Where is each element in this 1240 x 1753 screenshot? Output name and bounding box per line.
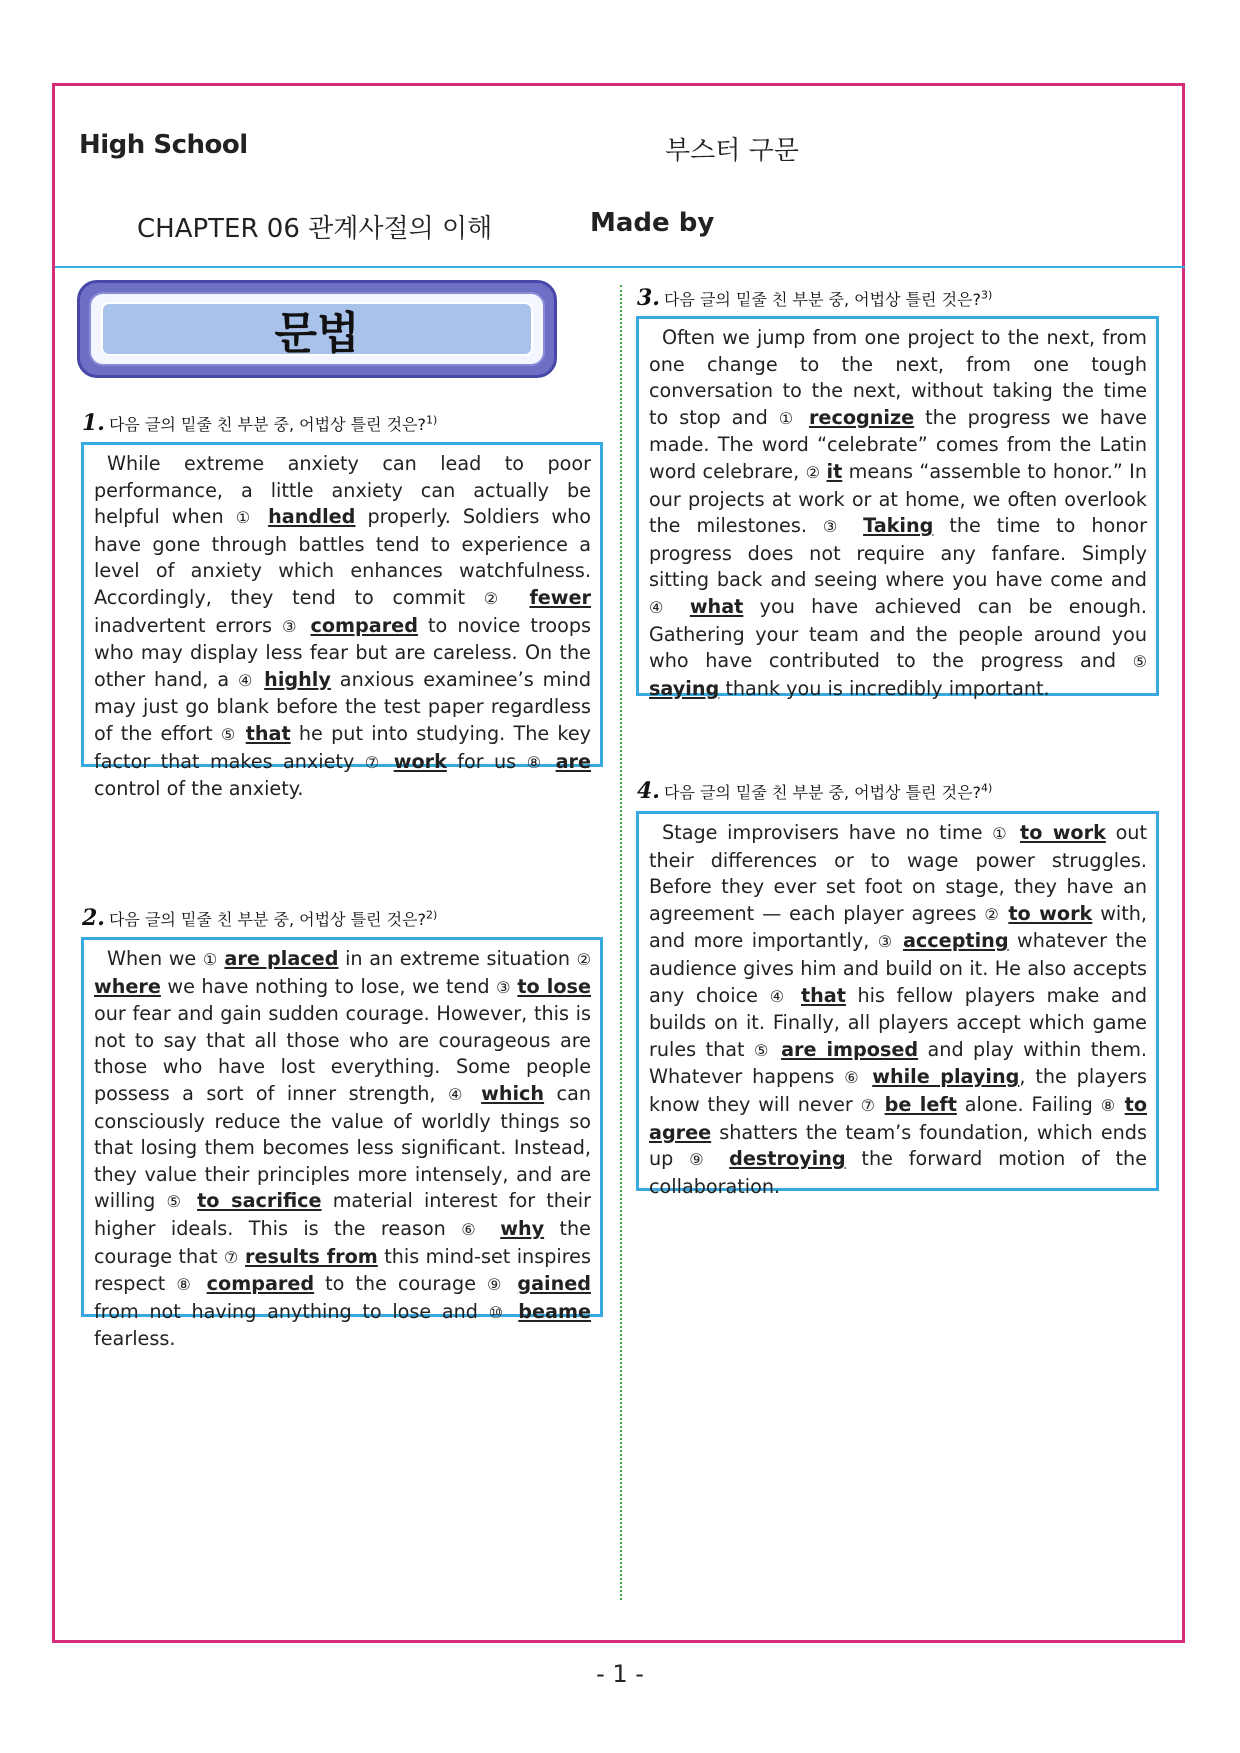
underlined-choice: that bbox=[800, 983, 846, 1007]
underlined-choice: to agree bbox=[649, 1092, 1148, 1144]
question-4-footnote: 4) bbox=[981, 781, 993, 795]
choice-marker: ⑤ bbox=[753, 1040, 772, 1060]
underlined-choice: are imposed bbox=[781, 1037, 919, 1061]
underlined-choice: accepting bbox=[902, 929, 1009, 953]
underlined-choice: work bbox=[393, 749, 447, 773]
underlined-choice: to work bbox=[1008, 901, 1093, 925]
underlined-choice: it bbox=[826, 459, 843, 483]
underlined-choice: Taking bbox=[863, 514, 934, 538]
question-3-prompt: 다음 글의 밑줄 친 부분 중, 어법상 틀린 것은? bbox=[663, 290, 981, 309]
question-2-text: When we ① are placed in an extreme situation ② where we have nothing to lose, we tend ③ to lose our fear and gain sudden courage. However, this is not to say that all those who are courageous are those who have lost everything. Some people possess a sort of inner strength, ④ which can consciously reduce the value of worldly things so that losing them becomes less significant. Instead, they value their principles more intensely, and are willing ⑤ to sacrifice material interest for their higher ideals. This is the reason ⑥ why the courage that ⑦ results from this mind-set inspires respect ⑧ compared to the courage ⑨ gained from not having anything to lose and ⑩ beame fearless. bbox=[94, 947, 592, 1351]
underlined-choice: saying bbox=[649, 676, 720, 700]
underlined-choice: to work bbox=[1020, 821, 1106, 844]
underlined-choice: while playing bbox=[872, 1065, 1020, 1089]
question-4-passage bbox=[636, 811, 1159, 1198]
choice-marker: ⑦ bbox=[364, 752, 384, 772]
choice-marker: ⑥ bbox=[844, 1068, 863, 1088]
header-made-by: Made by bbox=[590, 208, 715, 238]
underlined-choice: to lose bbox=[517, 974, 591, 998]
underlined-choice: where bbox=[94, 974, 161, 998]
underlined-choice: that bbox=[245, 721, 291, 745]
choice-marker: ② bbox=[805, 462, 821, 482]
question-1-footnote: 1) bbox=[426, 413, 438, 427]
underlined-choice: destroying bbox=[729, 1147, 846, 1171]
question-4-heading bbox=[637, 778, 992, 804]
question-4-prompt: 다음 글의 밑줄 친 부분 중, 어법상 틀린 것은? bbox=[663, 783, 981, 802]
question-3-number: 3. bbox=[637, 285, 660, 311]
choice-marker: ③ bbox=[496, 977, 511, 997]
question-4-number: 4. bbox=[637, 778, 660, 804]
header-school: High School bbox=[79, 130, 248, 160]
question-1-heading bbox=[82, 410, 437, 436]
choice-marker: ① bbox=[778, 408, 798, 428]
question-3-passage bbox=[636, 316, 1159, 700]
choice-marker: ② bbox=[576, 950, 592, 969]
question-3-heading bbox=[637, 285, 992, 311]
question-3-footnote: 3) bbox=[981, 288, 993, 302]
question-2-footnote: 2) bbox=[426, 908, 438, 922]
question-1-number: 1. bbox=[82, 410, 105, 436]
choice-marker: ② bbox=[483, 588, 511, 608]
choice-marker: ⑥ bbox=[461, 1219, 485, 1239]
column-divider bbox=[620, 285, 622, 1600]
question-4-text: Stage improvisers have no time ① to work out their differences or to wage power struggles. Before they ever set foot on stage, they have an agreement — each player agrees ② to work with, and more importantly, ③ accepting whatever the audience gives him and build on it. He also accepts any choice ④ that his fellow players make and builds on it. Finally, all players accept which game rules that ⑤ are imposed and play within them. Whatever happens ⑥ while playing, the players know they will never ⑦ be left alone. Failing ⑧ to agree shatters the team’s foundation, which ends up ⑨ destroying the forward motion of the collaboration. bbox=[649, 821, 1148, 1198]
question-2-heading bbox=[82, 905, 437, 931]
question-1-passage bbox=[81, 442, 603, 801]
choice-marker: ⑨ bbox=[487, 1275, 507, 1295]
choice-marker: ⑤ bbox=[166, 1192, 186, 1212]
underlined-choice: fewer bbox=[529, 585, 592, 609]
underlined-choice: compared bbox=[310, 613, 418, 637]
underlined-choice: to sacrifice bbox=[197, 1189, 322, 1213]
choice-marker: ③ bbox=[822, 517, 848, 537]
choice-marker: ⑧ bbox=[176, 1275, 196, 1295]
underlined-choice: handled bbox=[268, 505, 356, 529]
choice-marker: ② bbox=[984, 904, 1001, 924]
underlined-choice: compared bbox=[206, 1272, 315, 1296]
underlined-choice: beame bbox=[518, 1299, 591, 1323]
question-3-text: Often we jump from one project to the next, from one change to the next, from one tough conversation to the next, without taking the time to stop and ① recognize the progress we have made. The word “celebrate” comes from the Latin word celebrare, ② it means “assemble to honor.” In our projects at work or at home, we often overlook the milestones. ③ Taking the time to honor progress does not require any fanfare. Simply sitting back and seeing where you have come and ④ what you have achieved can be enough. Gathering your team and the people around you who have contributed to the progress and ⑤ saying thank you is incredibly important. bbox=[649, 326, 1148, 700]
page-number: - 1 - bbox=[596, 1660, 644, 1688]
header-title: 부스터 구문 bbox=[665, 136, 799, 166]
choice-marker: ⑦ bbox=[223, 1247, 239, 1267]
choice-marker: ⑦ bbox=[860, 1095, 877, 1115]
choice-marker: ③ bbox=[877, 932, 895, 952]
choice-marker: ⑩ bbox=[488, 1302, 508, 1322]
question-2-number: 2. bbox=[82, 905, 105, 931]
underlined-choice: be left bbox=[884, 1092, 957, 1116]
choice-marker: ① bbox=[992, 824, 1011, 843]
choice-marker: ④ bbox=[649, 597, 674, 617]
underlined-choice: highly bbox=[264, 667, 331, 691]
choice-marker: ① bbox=[235, 508, 257, 528]
underlined-choice: recognize bbox=[808, 405, 915, 429]
choice-marker: ⑧ bbox=[1100, 1095, 1117, 1115]
choice-marker: ⑤ bbox=[1132, 652, 1147, 672]
choice-marker: ⑤ bbox=[220, 724, 238, 744]
choice-marker: ① bbox=[202, 950, 218, 969]
section-badge bbox=[77, 280, 557, 378]
header-divider bbox=[55, 266, 1185, 268]
underlined-choice: which bbox=[481, 1081, 545, 1105]
choice-marker: ⑧ bbox=[526, 752, 546, 772]
choice-marker: ⑨ bbox=[689, 1150, 714, 1170]
underlined-choice: are placed bbox=[224, 947, 339, 970]
question-1-prompt: 다음 글의 밑줄 친 부분 중, 어법상 틀린 것은? bbox=[108, 415, 426, 434]
underlined-choice: what bbox=[689, 594, 744, 618]
header-chapter: CHAPTER 06 관계사절의 이해 bbox=[137, 214, 493, 244]
underlined-choice: are bbox=[555, 749, 592, 773]
choice-marker: ④ bbox=[238, 670, 256, 690]
underlined-choice: gained bbox=[517, 1272, 591, 1296]
choice-marker: ④ bbox=[769, 986, 790, 1006]
choice-marker: ③ bbox=[282, 616, 301, 636]
underlined-choice: results from bbox=[245, 1244, 378, 1268]
underlined-choice: why bbox=[500, 1216, 545, 1240]
question-1-text: While extreme anxiety can lead to poor performance, a little anxiety can actually be helpful when ① handled properly. Soldiers who have gone through battles tend to experience a level of anxiety which enhances watchfulness. Accordingly, they tend to commit ② fewer inadvertent errors ③ compared to novice troops who may display less fear but are careless. On the other hand, a ④ highly anxious examinee’s mind may just go blank before the test paper regardless of the effort ⑤ that he put into studying. The key factor that makes anxiety ⑦ work for us ⑧ are control of the anxiety. bbox=[94, 452, 592, 801]
choice-marker: ④ bbox=[447, 1084, 469, 1104]
section-badge-label: 문법 bbox=[101, 302, 533, 356]
question-2-passage bbox=[81, 937, 603, 1351]
question-2-prompt: 다음 글의 밑줄 친 부분 중, 어법상 틀린 것은? bbox=[108, 910, 426, 929]
